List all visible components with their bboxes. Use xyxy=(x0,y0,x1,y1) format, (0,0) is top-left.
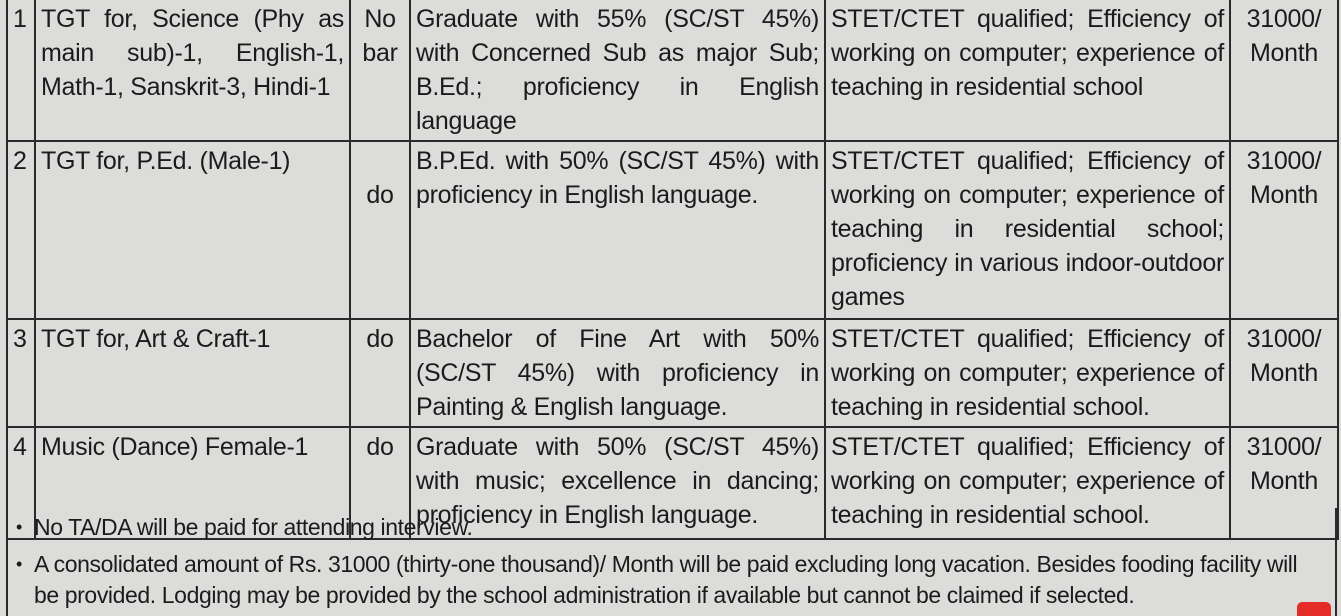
salary: 31000/ Month xyxy=(1230,0,1338,141)
salary: 31000/ Month xyxy=(1230,427,1338,539)
qualification: B.P.Ed. with 50% (SC/ST 45%) with proficiency in English language. xyxy=(410,141,825,319)
serial-number: 2 xyxy=(7,141,35,319)
bullet-icon: • xyxy=(16,554,22,574)
age-limit-text: do xyxy=(366,181,394,209)
table-row xyxy=(7,319,1338,427)
post-name: Music (Dance) Female-1 xyxy=(35,427,350,539)
age-limit: do xyxy=(350,427,410,539)
qualification: Graduate with 55% (SC/ST 45%) with Concerned Sub as major Sub; B.Ed.; proficiency in English language xyxy=(410,0,825,141)
age-limit: do xyxy=(350,319,410,427)
salary: 31000/ Month xyxy=(1230,141,1338,319)
serial-number: 4 xyxy=(7,427,35,539)
table-row xyxy=(7,141,1338,319)
note-item xyxy=(16,512,1325,543)
salary: 31000/ Month xyxy=(1230,319,1338,427)
bullet-icon: • xyxy=(16,517,22,537)
notes-section xyxy=(6,508,1337,616)
desirable-criteria: STET/CTET qualified; Efficiency of working on computer; experience of teaching in residential school xyxy=(825,0,1230,141)
post-name: TGT for, Science (Phy as main sub)-1, English-1, Math-1, Sanskrit-3, Hindi-1 xyxy=(35,0,350,141)
age-limit: No bar xyxy=(350,0,410,141)
qualification: Graduate with 50% (SC/ST 45%) with music; excellence in dancing; proficiency in English language. xyxy=(410,427,825,539)
qualification: Bachelor of Fine Art with 50% (SC/ST 45%) with proficiency in Painting & English language. xyxy=(410,319,825,427)
post-name: TGT for, Art & Craft-1 xyxy=(35,319,350,427)
serial-number: 3 xyxy=(7,319,35,427)
desirable-criteria: STET/CTET qualified; Efficiency of working on computer; experience of teaching in residential school. xyxy=(825,319,1230,427)
post-name: TGT for, P.Ed. (Male-1) xyxy=(35,141,350,319)
age-limit xyxy=(350,141,410,319)
table-row xyxy=(7,0,1338,141)
serial-number: 1 xyxy=(7,0,35,141)
desirable-criteria: STET/CTET qualified; Efficiency of working on computer; experience of teaching in residential school; proficiency in various indoor-outdoor games xyxy=(825,141,1230,319)
note-text: A consolidated amount of Rs. 31000 (thirty-one thousand)/ Month will be paid excluding long vacation. Besides fooding facility will be provided. Lodging may be provided by the school administration if available but cannot be claimed if selected. xyxy=(34,551,1298,608)
vacancy-table xyxy=(6,0,1339,540)
video-player-logo-icon xyxy=(1297,602,1331,616)
note-text: No TA/DA will be paid for attending interview. xyxy=(34,514,473,540)
desirable-criteria: STET/CTET qualified; Efficiency of working on computer; experience of teaching in residential school. xyxy=(825,427,1230,539)
note-item xyxy=(16,549,1325,611)
